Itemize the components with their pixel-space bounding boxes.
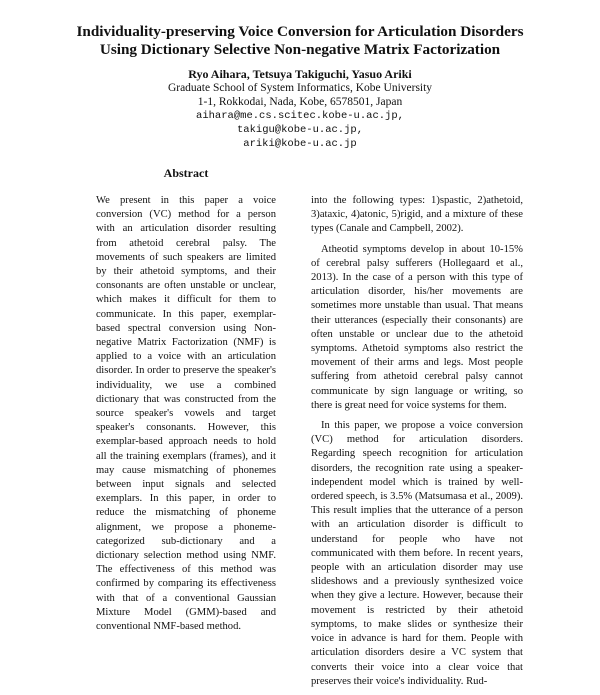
introduction-column [311, 194, 523, 695]
intro-paragraph-2: Atheotid symptoms develop in about 10-15% of cerebral palsy sufferers (Hollegaard et al., 2013). In the case of a person with this type of articulation disorder, his/her movements are sometimes more unstable than usual. That means their utterances (especially their consonants) are often unstable or unclear due to the athetoid symptoms. Athetoid symptoms also restrict the movement of their arms and legs. Most people suffering from athetoid cerebral palsy cannot communicate by sign language or writing, so there is great need for voice systems for them. [311, 243, 523, 411]
abstract-text: We present in this paper a voice conversion (VC) method for a person with an articulation disorder resulting from athetoid cerebral palsy. The movements of such speakers are limited by their athetoid symptoms, and their consonants are often unstable or unclear, which makes it difficult for them to communicate. In this paper, exemplar-based spectral conversion using Non-negative Matrix Factorization (NMF) is applied to a voice with an articulation disorder. In order to preserve the speaker's individuality, we use a combined dictionary that was constructed from the source speaker's vowels and target speaker's consonants. However, this exemplar-based approach needs to hold all the training exemplars (frames), and it may cause mismatching of phonemes between input signals and selected exemplars. In this paper, in order to reduce the mismatching of phoneme alignment, we propose a phoneme-categorized sub-dictionary and a dictionary selection method using NMF. The effectiveness of this method was confirmed by comparing its effectiveness with that of a conventional Gaussian Mixture Model (GMM)-based and conventional NMF-based method. [96, 195, 276, 633]
abstract-heading: Abstract [163, 166, 209, 180]
author-email-3: ariki@kobe-u.ac.jp [243, 138, 357, 150]
author-list: Ryo Aihara, Tetsuya Takiguchi, Yasuo Ariki [188, 67, 412, 81]
affiliation-line-1: Graduate School of System Informatics, Kobe University [167, 82, 433, 94]
author-email-1: aihara@me.cs.scitec.kobe-u.ac.jp, [196, 110, 404, 122]
abstract-column [96, 194, 276, 640]
intro-paragraph-1: into the following types: 1)spastic, 2)athetoid, 3)ataxic, 4)atonic, 5)rigid, and a mixture of these types (Canale and Campbell, 2002). [311, 195, 523, 235]
paper-title-line-1: Individuality-preserving Voice Conversion for Articulation Disorders [76, 23, 524, 40]
paper-title [40, 23, 560, 59]
intro-paragraph-3: In this paper, we propose a voice conversion (VC) method for articulation disorders. Regarding speech recognition for articulation disorders, the recognition rate using a speaker-independent model which is trained by well-ordered speech, is 3.5% (Matsumasa et al., 2009). This result implies that the utterance of a person with an articulation disorder is difficult to understand for people who have not communicated with them before. In recent years, people with an articulation disorder may use slideshows and a previously synthesized voice when they give a lecture. However, because their movement is restricted by their athetoid symptoms, to make slides or synthesize their voice in advance is hard for them. People with articulation disorders desire a VC system that converts their voice into a clear voice that preserves their voice's individuality. Rud- [311, 420, 523, 687]
paper-title-line-2: Using Dictionary Selective Non-negative Matrix Factorization [99, 41, 501, 58]
affiliation-line-2: 1-1, Rokkodai, Nada, Kobe, 6578501, Japan [197, 96, 403, 108]
author-email-2: takigu@kobe-u.ac.jp, [236, 124, 364, 136]
